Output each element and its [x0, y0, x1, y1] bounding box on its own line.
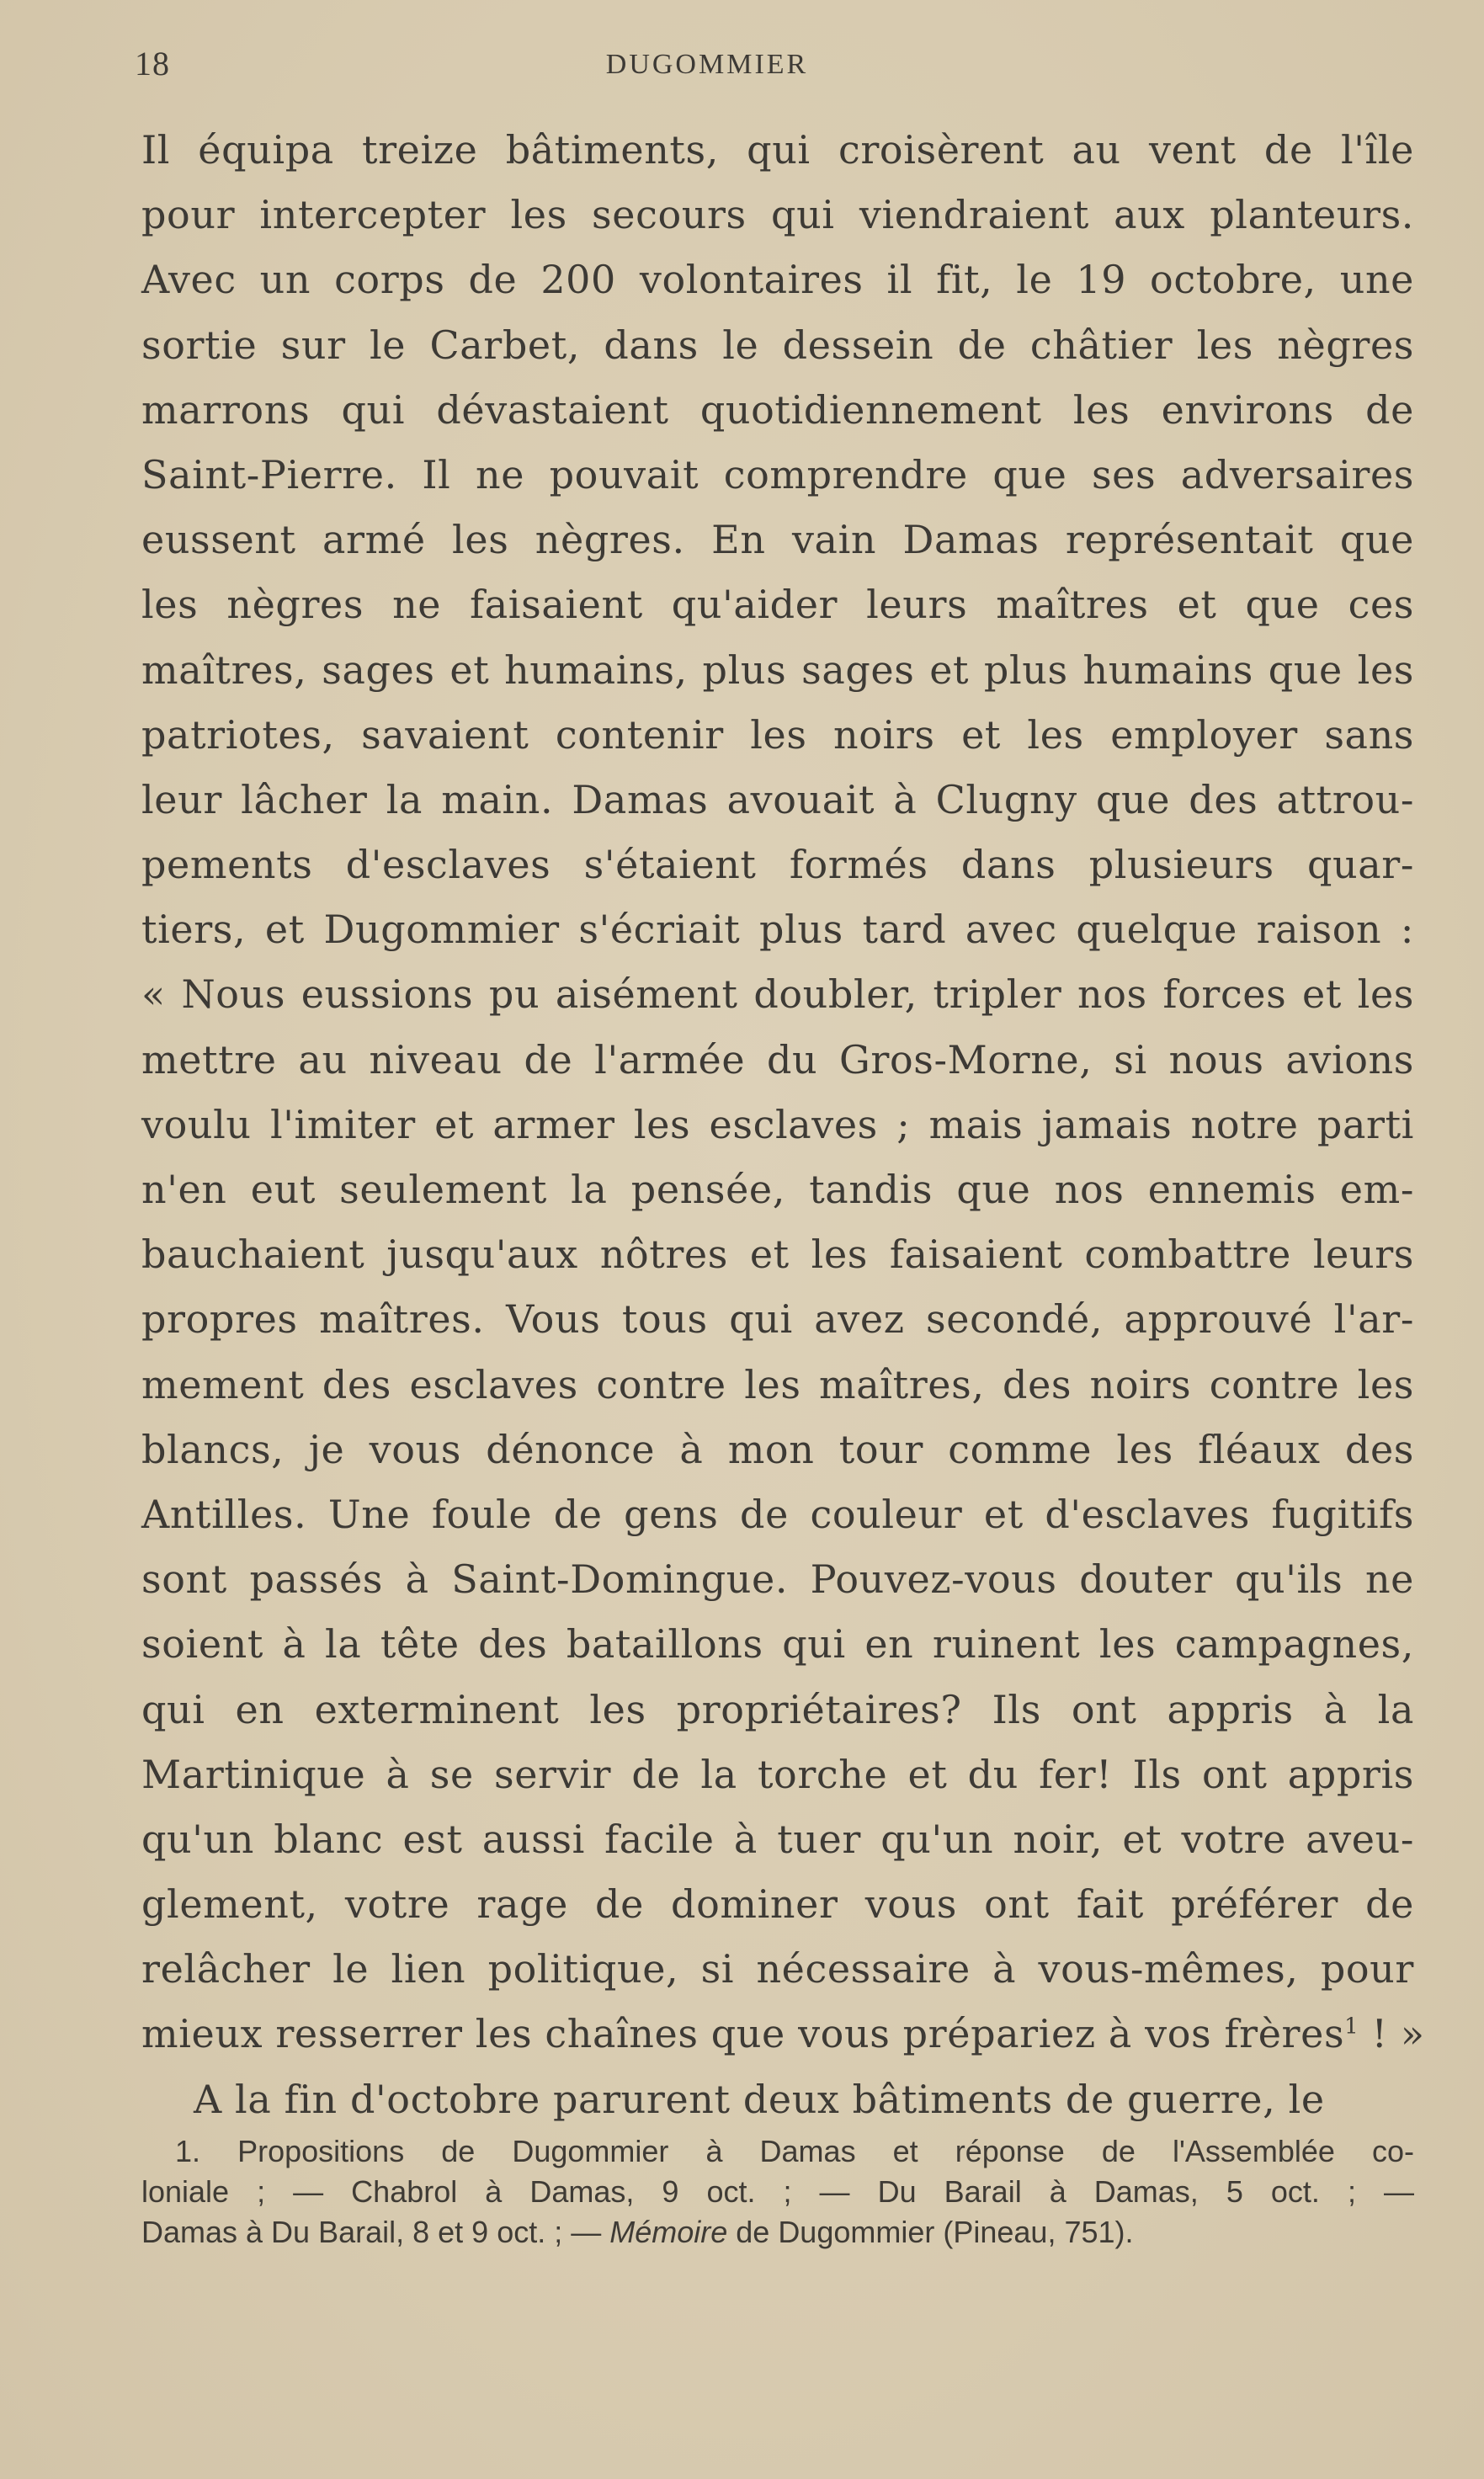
page-number: 18 [135, 45, 170, 82]
footnote-line [141, 2212, 1414, 2253]
footnote-part: Damas à Du Barail, 8 et 9 oct. ; — [141, 2215, 610, 2249]
paragraph-start-line: A la fin d'octobre parurent deux bâtiments de guerre, le [194, 2076, 1325, 2122]
text-line: qu'un blanc est aussi facile à tuer qu'un noir, et votre aveu- [141, 1816, 1414, 1862]
running-head: DUGOMMIER [605, 49, 809, 80]
footnotes [141, 2131, 1414, 2253]
page-header [135, 44, 1414, 94]
text-line: mettre au niveau de l'armée du Gros-Morne, si nous avions [141, 1036, 1414, 1083]
text-line: pour intercepter les secours qui viendraient aux planteurs. [141, 192, 1414, 238]
text-line: sortie sur le Carbet, dans le dessein de châtier les nègres [141, 322, 1414, 368]
text-line: relâcher le lien politique, si nécessaire à vous-mêmes, pour [141, 1946, 1414, 1992]
text-line: bauchaient jusqu'aux nôtres et les faisaient combattre leurs [141, 1232, 1414, 1278]
text-line: propres maîtres. Vous tous qui avez secondé, approuvé l'ar- [141, 1296, 1414, 1343]
text-line: sont passés à Saint-Domingue. Pouvez-vous douter qu'ils ne [141, 1556, 1414, 1603]
text-line: Il équipa treize bâtiments, qui croisèrent au vent de l'île [141, 127, 1414, 173]
text-line: pements d'esclaves s'étaient formés dans plusieurs quar- [141, 842, 1414, 888]
text-line: n'en eut seulement la pensée, tandis que nos ennemis em- [141, 1167, 1414, 1212]
text-line: Martinique à se servir de la torche et du fer! Ils ont appris [141, 1751, 1414, 1797]
text-line: marrons qui dévastaient quotidiennement les environs de [141, 386, 1414, 433]
text-line-with-note [141, 2002, 1425, 2067]
text-line-part: mieux resserrer les chaînes que vous prépariez à vos frères [141, 2011, 1345, 2057]
text-line: mement des esclaves contre les maîtres, des noirs contre les [141, 1361, 1414, 1407]
footnote-italic-title: Mémoire [609, 2215, 728, 2249]
text-line: Avec un corps de 200 volontaires il fit, le 19 octobre, une [141, 257, 1414, 303]
text-line: voulu l'imiter et armer les esclaves ; mais jamais notre parti [141, 1101, 1414, 1147]
text-line-part: ! » [1359, 2011, 1425, 2057]
text-line: leur lâcher la main. Damas avouait à Clugny que des attrou- [141, 776, 1414, 822]
text-line: qui en exterminent les propriétaires? Ils ont appris à la [141, 1686, 1414, 1732]
footnote-part: de Dugommier (Pineau, 751). [727, 2215, 1134, 2249]
footnote-line: 1. Propositions de Dugommier à Damas et réponse de l'Assemblée co- [175, 2134, 1414, 2168]
body-text [141, 118, 1425, 2132]
text-line: « Nous eussions pu aisément doubler, tripler nos forces et les [141, 971, 1414, 1018]
text-line: soient à la tête des bataillons qui en ruinent les campagnes, [141, 1621, 1414, 1668]
text-line: eussent armé les nègres. En vain Damas représentait que [141, 517, 1414, 563]
text-line: les nègres ne faisaient qu'aider leurs maîtres et que ces [141, 582, 1414, 628]
text-line: patriotes, savaient contenir les noirs et les employer sans [141, 711, 1414, 758]
text-line: Antilles. Une foule de gens de couleur et d'esclaves fugitifs [141, 1491, 1414, 1537]
text-line: Saint-Pierre. Il ne pouvait comprendre que ses adversaires [141, 451, 1414, 497]
text-line: blancs, je vous dénonce à mon tour comme les fléaux des [141, 1426, 1414, 1472]
footnote-ref: 1 [1344, 2014, 1359, 2040]
text-line: maîtres, sages et humains, plus sages et plus humains que les [141, 646, 1414, 693]
text-line: tiers, et Dugommier s'écriait plus tard avec quelque raison : [141, 907, 1414, 953]
footnote-line: loniale ; — Chabrol à Damas, 9 oct. ; — Du Barail à Damas, 5 oct. ; — [141, 2174, 1414, 2209]
text-line: glement, votre rage de dominer vous ont fait préférer de [141, 1881, 1414, 1928]
